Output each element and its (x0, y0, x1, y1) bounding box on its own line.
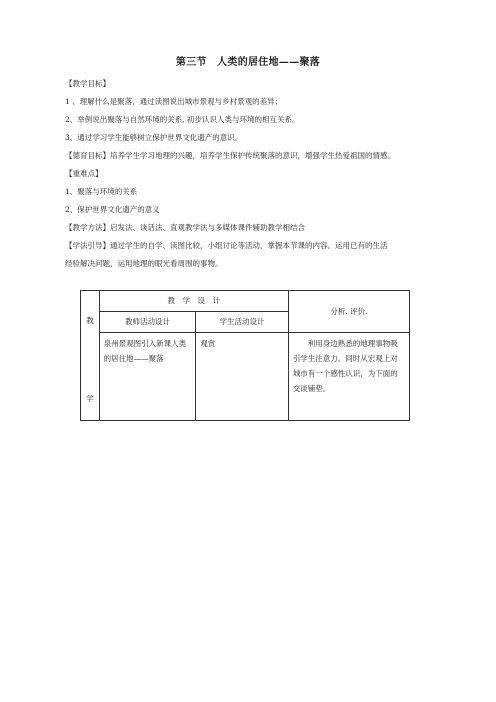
study-guide-continuation: 经验解决问题，运用地理的眼光看周围的事物。 (65, 259, 223, 268)
objective-item: 1 、理解什么是聚落，通过读图说出城市景观与乡村景观的差异； (65, 97, 283, 106)
methods-line (65, 223, 305, 233)
lesson-plan-table (80, 290, 410, 421)
key-point-item: 2、保护世界文化遗产的意义 (65, 205, 160, 214)
objective-item: 2、举例说出聚落与自然环境的关系, 初步认识人类与环境的相互关系。 (65, 115, 300, 124)
methods-text: 启发法、谈话法、直观教学法与多媒体课件辅助教学相结合 (110, 223, 305, 232)
moral-line (65, 151, 395, 161)
key-points-heading: 【重难点】 (65, 169, 103, 178)
study-guide-line (65, 241, 388, 251)
objectives-heading: 【教学目标】 (65, 79, 110, 88)
study-guide-text: 通过学生的自学、读图比较，小组讨论等活动，掌握本节课的内容。运用已有的生活 (110, 241, 388, 250)
side-label-top: 教 (86, 316, 94, 325)
teacher-header: 教师活动设计 (99, 312, 196, 333)
moral-text: 培养学生学习地理的兴趣，培养学生保护传统聚落的意识，增强学生热爱祖国的情感。 (110, 151, 395, 160)
design-header: 教 学 设 计 (99, 291, 288, 312)
objective-item: 3、通过学习学生能够树立保护世界文化遗产的意识。 (65, 133, 243, 142)
moral-heading: 【德育目标】 (65, 151, 110, 160)
side-label-bottom: 学 (86, 394, 94, 403)
key-point-item: 1、聚落与环境的关系 (65, 187, 138, 196)
study-guide-heading: 【学法引导】 (65, 241, 110, 250)
methods-heading: 【教学方法】 (65, 223, 110, 232)
analysis-cell: 利用身边熟悉的地理事物吸引学生注意力。同时从宏观上对城市有一个感性认识，为下面的交谈铺垫。 (288, 333, 409, 421)
analysis-header: 分析. 评价. (288, 291, 409, 333)
student-header: 学生活动设计 (196, 312, 289, 333)
table-side-label (81, 291, 100, 421)
teacher-activity-cell: 泉州景观图引入新课人类的居住地——聚落 (99, 333, 196, 421)
student-activity-cell: 观赏 (196, 333, 289, 421)
page-title: 第三节 人类的居住地——聚落 (175, 57, 321, 68)
